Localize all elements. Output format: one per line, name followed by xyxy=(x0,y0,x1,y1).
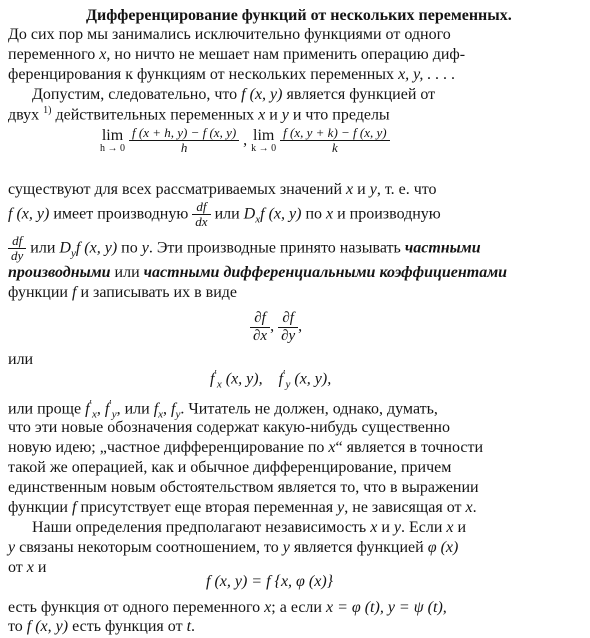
math-subscript: x xyxy=(158,408,164,421)
math-var: x, y, . . . . xyxy=(398,66,456,83)
separator: , xyxy=(298,317,303,335)
fraction-denominator: ∂y xyxy=(281,327,296,344)
text-line xyxy=(8,538,458,558)
lim-word: lim xyxy=(101,126,124,144)
math-var: y xyxy=(8,539,16,556)
text-line xyxy=(8,283,237,303)
text-span: или xyxy=(214,205,240,223)
fraction-numerator: df xyxy=(192,200,210,215)
display-equation xyxy=(206,572,333,592)
or-word: или xyxy=(8,351,34,368)
text-span: “ является в точности xyxy=(335,439,483,456)
text-span: , не зависящая от xyxy=(344,499,462,516)
text-line xyxy=(8,617,195,637)
text-span: является функцией от xyxy=(286,86,436,103)
text-line xyxy=(8,45,465,65)
math-var: f xyxy=(72,499,77,516)
text-line xyxy=(8,598,447,618)
math-var: f xyxy=(85,400,90,418)
text-span: , xyxy=(96,400,101,418)
math-var: x xyxy=(264,599,272,616)
text-span: , т. е. что xyxy=(376,181,437,198)
fraction-denominator: ∂x xyxy=(253,327,268,344)
prime-mark: ′ xyxy=(89,398,92,410)
text-span: Допустим, следовательно, что xyxy=(32,86,238,103)
limit-2 xyxy=(251,128,276,154)
math-var: D xyxy=(59,239,71,257)
math-expr: (x, y), xyxy=(225,370,263,388)
emphasis-term: производными xyxy=(8,264,111,281)
text-span: . xyxy=(191,618,196,635)
emphasis-term: частными xyxy=(404,239,481,257)
math-var: y xyxy=(141,239,149,257)
math-var: x xyxy=(465,499,473,516)
math-subscript: y xyxy=(285,378,291,391)
fraction xyxy=(8,234,26,264)
text-line xyxy=(8,438,483,458)
math-var: x xyxy=(370,519,378,536)
fraction-denominator: dx xyxy=(195,214,208,230)
math-var: x xyxy=(258,106,266,124)
fraction xyxy=(192,200,210,230)
text-span: . Читатель не должен, однако, думать, xyxy=(180,400,438,418)
math-var: f xyxy=(278,370,284,388)
math-var: y xyxy=(281,106,289,124)
math-expr: φ (x) xyxy=(427,539,459,556)
text-span: по xyxy=(305,205,322,223)
math-var: D xyxy=(243,205,256,223)
lim-subscript: k → 0 xyxy=(251,142,277,154)
text-span: и xyxy=(381,519,390,536)
math-expr: x = φ (t), xyxy=(325,599,384,616)
math-expr: y = ψ (t), xyxy=(387,599,447,616)
math-subscript: y xyxy=(70,247,76,260)
text-span: ; а если xyxy=(271,599,322,616)
math-var: y xyxy=(369,181,377,198)
primes-formula xyxy=(210,368,331,392)
text-span: функции xyxy=(8,284,68,301)
math-var: x xyxy=(328,439,336,456)
text-span: и что пределы xyxy=(292,106,390,124)
lim-word: lim xyxy=(253,126,275,144)
text-span: , xyxy=(163,400,168,418)
text-line xyxy=(8,558,46,578)
text-span: присутствует еще вторая переменная xyxy=(80,499,334,516)
math-expr: f (x, y) xyxy=(241,86,283,103)
fraction-numerator: df xyxy=(8,234,26,249)
separator: , xyxy=(243,131,248,149)
text-line xyxy=(8,105,390,125)
text-span: является функцией xyxy=(293,539,424,556)
limits-formula xyxy=(100,126,390,156)
partials-formula xyxy=(250,310,302,344)
text-span: Наши определения предполагают независимость xyxy=(32,519,367,536)
text-span: и xyxy=(357,181,366,198)
math-var: f xyxy=(210,370,215,388)
text-line xyxy=(8,180,437,200)
footnote-mark: 1) xyxy=(43,105,52,116)
math-var: f xyxy=(171,400,176,418)
fraction-denominator: h xyxy=(180,140,188,156)
math-var: x xyxy=(326,205,334,223)
text-span: . Эти производные принято называть xyxy=(148,239,401,257)
text-span: новую идею; „частное дифференцирование по xyxy=(8,439,325,456)
text-span: двух xyxy=(8,106,40,124)
math-var: x xyxy=(346,181,354,198)
text-span: и производную xyxy=(337,205,441,223)
math-var: x xyxy=(446,519,454,536)
text-span: функции xyxy=(8,499,68,516)
text-line xyxy=(8,234,481,264)
math-expr: f (x, y) = f {x, φ (x)} xyxy=(206,573,334,590)
prime-mark: ′ xyxy=(109,398,112,410)
math-subscript: x xyxy=(255,213,261,226)
text-line: такой же операцией, как и обычное дифференцирование, причем xyxy=(8,459,452,476)
math-var: y xyxy=(337,499,345,516)
prime-mark: ′ xyxy=(283,368,286,380)
math-expr: (x, y), xyxy=(294,370,332,388)
fraction xyxy=(280,126,389,156)
math-var: f xyxy=(104,400,110,418)
text-line: единственным новым обстоятельством является то, что в выражении xyxy=(8,479,479,496)
text-line: что эти новые обозначения содержат какую-нибудь существенно xyxy=(8,419,450,436)
prime-mark: ′ xyxy=(214,368,217,380)
text-span: и xyxy=(37,559,47,576)
text-span: от xyxy=(8,559,23,576)
text-span: , или xyxy=(116,400,150,418)
math-subscript: x xyxy=(91,408,97,421)
math-expr: f (x, y) xyxy=(75,239,118,257)
math-var: f xyxy=(153,400,159,418)
math-subscript: y xyxy=(175,408,181,421)
lim-subscript: h → 0 xyxy=(100,142,125,154)
fraction xyxy=(278,310,298,344)
text-span: и xyxy=(269,106,278,124)
text-line xyxy=(8,25,451,45)
math-var: y xyxy=(282,539,290,556)
fraction-numerator: ∂f xyxy=(278,310,298,328)
text-span: по xyxy=(121,239,138,257)
text-span: существуют для всех рассматриваемых значений xyxy=(8,181,343,198)
math-expr: f (x, y) xyxy=(8,205,50,223)
math-var: x xyxy=(99,46,107,63)
text-span: или xyxy=(30,239,56,257)
text-span: . Если xyxy=(401,519,443,536)
text-span: имеет производную xyxy=(53,205,189,223)
separator: , xyxy=(270,317,275,335)
text-span: или проще xyxy=(8,400,82,418)
text-line xyxy=(32,85,435,105)
math-var: x xyxy=(26,559,34,576)
text-span: . xyxy=(472,499,477,516)
text-line xyxy=(8,200,441,230)
math-subscript: y xyxy=(111,408,117,421)
text-span: есть функция от xyxy=(72,618,183,635)
text-span: есть функция от одного переменного xyxy=(8,599,261,616)
math-expr: f (x, y) xyxy=(260,205,302,223)
math-subscript: x xyxy=(216,378,222,391)
text-span: и записывать их в виде xyxy=(80,284,237,301)
math-var: t xyxy=(186,618,192,635)
text-span: или xyxy=(114,264,140,281)
text-line xyxy=(8,498,477,518)
fraction xyxy=(129,126,239,156)
limit-1 xyxy=(100,128,125,154)
section-heading: Дифференцирование функций от нескольких переменных. xyxy=(86,7,512,24)
text-span: переменного xyxy=(8,46,96,63)
text-span: то xyxy=(8,618,23,635)
text-span: и xyxy=(457,519,467,536)
math-var: y xyxy=(393,519,401,536)
text-span: связаны некоторым соотношением, то xyxy=(19,539,279,556)
fraction-numerator: f (x, y + k) − f (x, y) xyxy=(280,126,389,141)
text-span: До сих пор мы занимались исключительно функциями от одного xyxy=(8,26,451,43)
text-line xyxy=(32,518,466,538)
emphasis-term: частными дифференциальными коэффициентами xyxy=(143,264,508,281)
text-line xyxy=(8,65,455,85)
math-expr: f (x, y) xyxy=(26,618,69,635)
text-span: ференцирования к функциям от нескольких переменных xyxy=(8,66,395,83)
text-span: , но ничто не мешает нам применить операцию диф- xyxy=(106,46,466,63)
text-line xyxy=(8,263,507,283)
fraction-numerator: f (x + h, y) − f (x, y) xyxy=(129,126,239,141)
fraction-denominator: k xyxy=(332,140,338,156)
fraction xyxy=(250,310,270,344)
fraction-numerator: ∂f xyxy=(250,310,270,328)
math-var: f xyxy=(72,284,77,301)
fraction-denominator: dy xyxy=(11,248,24,264)
text-span: действительных переменных xyxy=(55,106,255,124)
